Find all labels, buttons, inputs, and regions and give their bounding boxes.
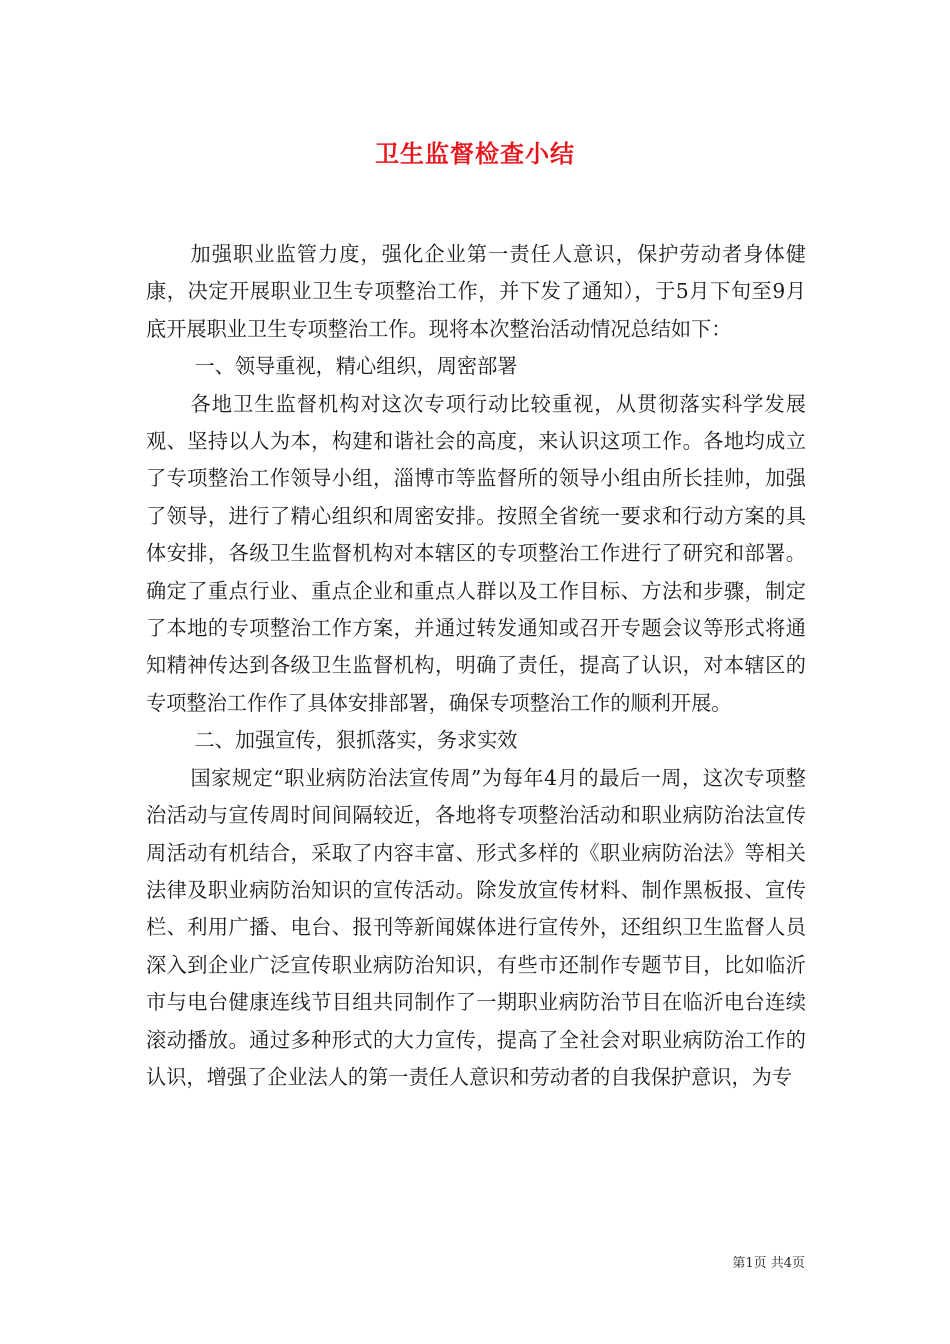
section-heading-2: 二、加强宣传，狠抓落实，务求实效 bbox=[194, 728, 518, 753]
section-1-paragraph: 各地卫生监督机构对这次专项行动比较重视，从贯彻落实科学发展观、坚持以人为本，构建和谐社会的高度，来认识这项工作。各地均成立了专项整治工作领导小组，淄博市等监督所的领导小组由所长挂帅，加强了领导，进行了精心组织和周密安排。按照全省统一要求和行动方案的具体安排，各级卫生监督机构对本辖区的专项整治工作进行了研究和部署。确定了重点行业、重点企业和重点人群以及工作目标、方法和步骤，制定了本地的专项整治工作方案，并通过转发通知或召开专题会议等形式将通知精神传达到各级卫生监督机构，明确了责任，提高了认识，对本辖区的专项整治工作作了具体安排部署，确保专项整治工作的顺利开展。 bbox=[146, 391, 806, 715]
document-body bbox=[146, 236, 806, 1096]
section-heading-1: 一、领导重视，精心组织，周密部署 bbox=[194, 354, 518, 379]
document-title: 卫生监督检查小结 bbox=[375, 140, 575, 168]
section-2-paragraph: 国家规定“职业病防治法宣传周”为每年4月的最后一周，这次专项整治活动与宣传周时间间隔较近，各地将专项整治活动和职业病防治法宣传周活动有机结合，采取了内容丰富、形式多样的《职业病防治法》等相关法律及职业病防治知识的宣传活动。除发放宣传材料、制作黑板报、宣传栏、利用广播、电台、报刊等新闻媒体进行宣传外，还组织卫生监督人员深入到企业广泛宣传职业病防治知识，有些市还制作专题节目，比如临沂市与电台健康连线节目组共同制作了一期职业病防治节目在临沂电台连续滚动播放。通过多种形式的大力宣传，提高了全社会对职业病防治工作的认识，增强了企业法人的第一责任人意识和劳动者的自我保护意识，为专 bbox=[146, 765, 806, 1089]
page-number-footer: 第1页 共4页 bbox=[732, 1256, 805, 1271]
intro-paragraph: 加强职业监管力度，强化企业第一责任人意识，保护劳动者身体健康，决定开展职业卫生专项整治工作，并下发了通知），于5月下旬至9月底开展职业卫生专项整治工作。现将本次整治活动情况总结如下： bbox=[146, 242, 806, 341]
